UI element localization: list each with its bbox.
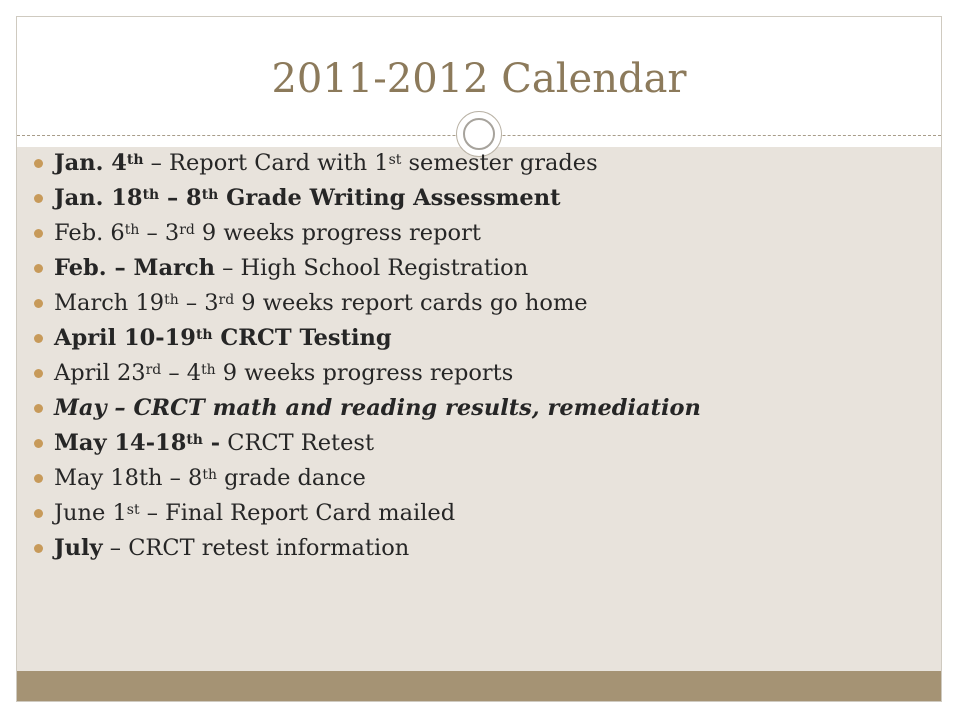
bullet-icon — [34, 474, 43, 483]
item-text: 9 weeks progress reports — [215, 360, 514, 386]
calendar-list-item — [34, 216, 914, 251]
superscript-text: st — [126, 501, 140, 518]
item-text: – High School Registration — [214, 255, 529, 281]
item-text: March 19 — [54, 290, 165, 316]
calendar-list-item — [34, 251, 914, 286]
item-text: June 1 — [54, 500, 127, 526]
superscript-text: rd — [145, 361, 162, 378]
item-text: – Final Report Card mailed — [139, 500, 456, 526]
superscript-text: rd — [179, 221, 195, 238]
item-text: July — [54, 535, 103, 561]
superscript-text: th — [195, 326, 213, 343]
calendar-list-item — [34, 391, 914, 426]
bullet-icon — [34, 544, 43, 553]
superscript-text: rd — [218, 291, 235, 308]
calendar-list-item — [34, 146, 914, 181]
bullet-icon — [34, 334, 43, 343]
calendar-list-item — [34, 286, 914, 321]
superscript-text: th — [126, 151, 144, 168]
item-text: - — [202, 430, 221, 456]
calendar-list-item — [34, 496, 914, 531]
bullet-icon — [34, 404, 43, 413]
item-text: 9 weeks report cards go home — [234, 290, 588, 316]
item-text: April 23 — [54, 360, 146, 386]
calendar-list-item — [34, 531, 914, 566]
item-text: May 14-18 — [54, 430, 187, 456]
calendar-list-item — [34, 461, 914, 496]
bullet-icon — [34, 159, 43, 168]
item-text: Grade Writing Assessment — [218, 185, 561, 211]
calendar-list-item — [34, 181, 914, 216]
item-text: Feb. 6 — [54, 220, 125, 246]
bullet-icon — [34, 369, 43, 378]
item-text: – Report Card with 1 — [143, 150, 389, 176]
bullet-icon — [34, 229, 43, 238]
item-text: Feb. – March — [54, 255, 215, 281]
calendar-list — [34, 146, 914, 566]
bullet-icon — [34, 264, 43, 273]
bullet-icon — [34, 509, 43, 518]
superscript-text: th — [201, 361, 216, 378]
superscript-text: th — [142, 186, 160, 203]
item-text: April 10-19 — [54, 325, 196, 351]
item-text: semester grades — [401, 150, 598, 176]
slide-title: 2011-2012 Calendar — [271, 56, 687, 102]
item-text: CRCT Testing — [212, 325, 392, 351]
item-text: grade dance — [216, 465, 366, 491]
calendar-list-item — [34, 321, 914, 356]
superscript-text: th — [186, 431, 203, 448]
item-text: May 18th – 8 — [54, 465, 203, 491]
item-text: – 8 — [159, 185, 202, 211]
superscript-text: th — [202, 466, 217, 483]
bullet-icon — [34, 299, 43, 308]
superscript-text: st — [388, 151, 402, 168]
superscript-text: th — [164, 291, 179, 308]
item-text: – CRCT retest information — [102, 535, 410, 561]
bullet-icon — [34, 439, 43, 448]
item-text: – 4 — [161, 360, 202, 386]
item-text: – 3 — [139, 220, 180, 246]
footer-bar — [17, 671, 941, 701]
superscript-text: th — [124, 221, 140, 238]
item-text: May – CRCT math and reading results, remediation — [54, 395, 701, 421]
item-text: 9 weeks progress report — [194, 220, 481, 246]
item-text: Jan. 18 — [54, 185, 143, 211]
item-text: – 3 — [178, 290, 219, 316]
item-text: Jan. 4 — [54, 150, 127, 176]
calendar-list-item — [34, 356, 914, 391]
superscript-text: th — [201, 186, 219, 203]
calendar-list-item — [34, 426, 914, 461]
item-text: CRCT Retest — [220, 430, 374, 456]
bullet-icon — [34, 194, 43, 203]
